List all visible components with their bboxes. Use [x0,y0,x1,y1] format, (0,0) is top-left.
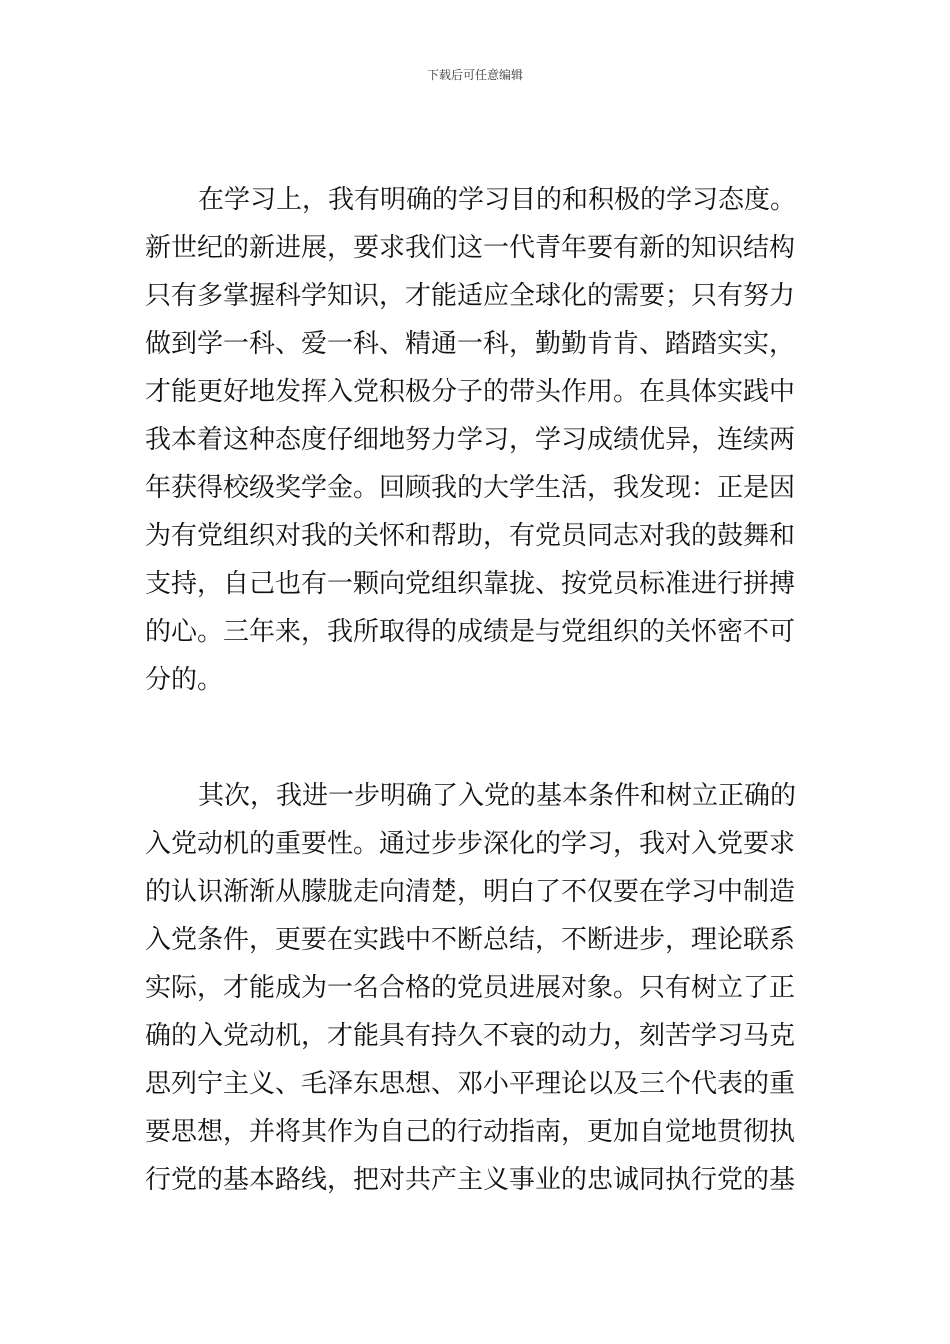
paragraph-line: 确的入党动机，才能具有持久不衰的动力，刻苦学习马克 [145,1021,796,1051]
paragraph-line: 为有党组织对我的关怀和帮助，有党员同志对我的鼓舞和 [145,521,796,551]
paragraph-line: 的心。三年来，我所取得的成绩是与党组织的关怀密不可 [145,617,796,647]
paragraph-line: 在学习上，我有明确的学习目的和积极的学习态度。 [198,185,797,215]
paragraph-line: 做到学一科、爱一科、精通一科，勤勤肯肯、踏踏实实， [145,329,796,359]
paragraph-line: 思列宁主义、毛泽东思想、邓小平理论以及三个代表的重 [145,1069,796,1099]
paragraph-study [145,176,810,704]
page-header-note: 下载后可任意编辑 [426,68,523,82]
paragraph-line: 只有多掌握科学知识，才能适应全球化的需要；只有努力 [145,281,796,311]
paragraph-line: 新世纪的新进展，要求我们这一代青年要有新的知识结构 [145,233,796,263]
paragraph-line: 入党动机的重要性。通过步步深化的学习，我对入党要求 [145,829,796,859]
paragraph-line: 分的。 [145,665,224,695]
paragraph-motivation [145,772,810,1204]
paragraph-line: 要思想，并将其作为自己的行动指南，更加自觉地贯彻执 [145,1117,796,1147]
paragraph-line: 年获得校级奖学金。回顾我的大学生活，我发现：正是因 [145,473,796,503]
paragraph-line: 我本着这种态度仔细地努力学习，学习成绩优异，连续两 [145,425,796,455]
paragraph-line: 其次，我进一步明确了入党的基本条件和树立正确的 [198,781,797,811]
paragraph-line: 才能更好地发挥入党积极分子的带头作用。在具体实践中 [145,377,796,407]
paragraph-line: 实际，才能成为一名合格的党员进展对象。只有树立了正 [145,973,796,1003]
paragraph-line: 支持，自己也有一颗向党组织靠拢、按党员标准进行拼搏 [145,569,796,599]
paragraph-line: 的认识渐渐从朦胧走向清楚，明白了不仅要在学习中制造 [145,877,796,907]
paragraph-line: 入党条件，更要在实践中不断总结，不断进步，理论联系 [145,925,796,955]
paragraph-line: 行党的基本路线，把对共产主义事业的忠诚同执行党的基 [145,1165,796,1195]
